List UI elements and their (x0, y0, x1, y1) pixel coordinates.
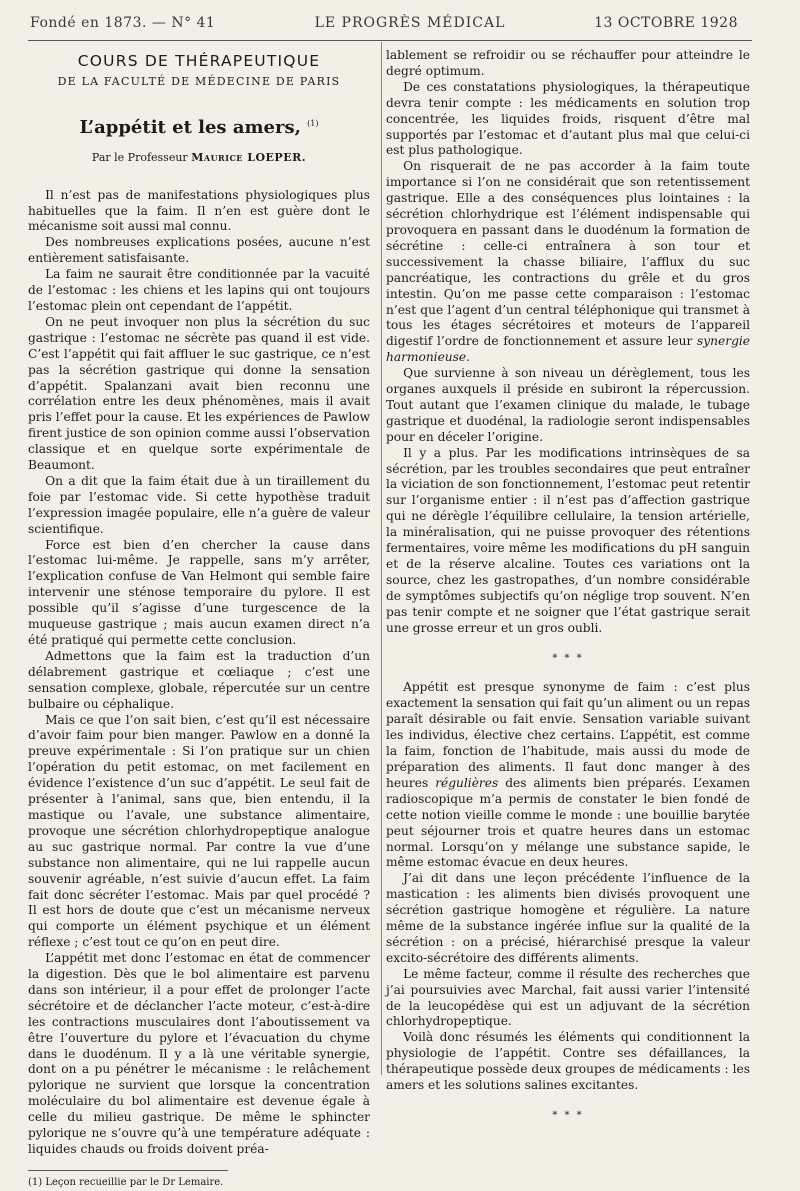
paragraph-text: Appétit est presque synonyme de faim : c’est plus exactement la sensation qui fait qu’un aliment ou un repas paraît désirable ou fait envie. Sensation variable suivant les individus, élective chez certains. L’appétit, est comme la faim, fonction de l’habitude, mais aussi du mode de préparation des aliments. Il faut donc manger à des heures (386, 680, 750, 790)
footnote: (1) Leçon recueillie par le Dr Lemaire. (28, 1176, 224, 1188)
end-separator: * * * (552, 1110, 584, 1121)
paragraph: J’ai dit dans une leçon précédente l’influence de la mastication : les aliments bien divisés provoquent une sécrétion gastrique homogène et régulière. La nature même de la substance ingérée influe sur la qualité de la sécrétion : on a précisé, hiérarchisé presque la valeur excito-sécrétoire des différents aliments. (386, 871, 750, 965)
paragraph-text: On risquerait de ne pas accorder à la faim toute importance si l’on ne considérait que son retentissement gastrique. Elle a des conséquences plus lointaines : la sécrétion chlorhydrique est l’élément indispensable qui provoquera en passant dans le duodénum la formation de sécrétine : celle-ci entraînera à son tour et successivement la chasse biliaire, l’afflux du suc pancréatique, les contractions du grêle et du gros intestin. Qu’on me passe cette comparaison : l’estomac n’est que l’agent d’un central téléphonique qui transmet à tous les étages sécrétoires et moteurs de l’appareil digestif l’ordre de fonctionnement et assure leur (386, 159, 750, 349)
left-column (28, 48, 370, 1191)
paragraph: Des nombreuses explications posées, aucune n’est entièrement satisfaisante. (28, 235, 370, 266)
paragraph: On ne peut invoquer non plus la sécrétion du suc gastrique : l’estomac ne sécrète pas quand il est vide. C’est l’appétit qui fait affluer le suc gastrique, ce n’est pas la sécrétion gastrique qui donne la sensation d’appétit. Spalanzani avait bien reconnu une corrélation entre les deux phénomènes, mais il avait pris l’effet pour la cause. Et les expériences de Pawlow firent justice de son opinion comme aussi l’observation classique et en quelque sorte expérimentale de Beaumont. (28, 314, 370, 473)
paragraph-text: des aliments bien préparés. L’examen radioscopique m’a permis de constater le bien fondé de cette notion vieille comme le monde : une bouillie barytée peut séjourner trois et quatre heures dans un estomac normal. Lorsqu’on y mélange une substance sapide, le même estomac évacue en deux heures. (386, 775, 751, 870)
paragraph (386, 680, 750, 871)
paragraph: On a dit que la faim était due à un tiraillement du foie par l’estomac vide. Si cette hypothèse traduit l’expression imagée populaire, elle n’a guère de valeur scientifique. (28, 473, 370, 536)
header-issue: Fondé en 1873. — N° 41 (30, 15, 216, 31)
paragraph (386, 159, 750, 366)
author-prefix: Par le Professeur (91, 150, 188, 164)
header-journal-title: LE PROGRÈS MÉDICAL (314, 15, 506, 31)
author-line (28, 150, 370, 166)
article-title (28, 116, 370, 136)
footnote-rule (28, 1170, 228, 1171)
faculty-subtitle: DE LA FACULTÉ DE MÉDECINE DE PARIS (57, 74, 341, 88)
header-rule (28, 40, 752, 41)
paragraph: Voilà donc résumés les éléments qui conditionnent la physiologie de l’appétit. Contre ses défaillances, la thérapeutique possède deux groupes de médicaments : les amers et les solutions salines excitantes. (386, 1030, 750, 1093)
paragraph: Force est bien d’en chercher la cause dans l’estomac lui-même. Je rappelle, sans m’y arrêter, l’explication confuse de Van Helmont qui semble faire intervenir une sténose temporaire du pylore. Il est possible qu’il s’agisse d’une turgescence de la muqueuse gastrique ; mais aucun examen direct n’a été pratiqué qui permette cette conclusion. (28, 537, 370, 647)
right-column (386, 48, 750, 1138)
column-divider (381, 42, 382, 1075)
italic-phrase: synergie harmonieuse. (386, 334, 750, 365)
paragraph: L’appétit met donc l’estomac en état de commencer la digestion. Dès que le bol alimentaire est parvenu dans son intérieur, il a pour effet de prolonger l’acte sécrétoire et de déclancher l’acte moteur, c’est-à-dire les contractions musculaires dont l’aboutissement va être l’ouverture du pylore et l’évacuation du chyme dans le duodénum. Il y a là une véritable synergie, dont on a pu pénétrer le mécanisme : le relâchement pylorique ne survient que lorsque la concentration moléculaire du bol alimentaire est devenue égale à celle du milieu gastrique. De même le sphincter pylorique ne s’ouvre qu’à une température adéquate : liquides chauds ou froids doivent préa- (28, 951, 370, 1156)
header-date: 13 OCTOBRE 1928 (594, 15, 738, 31)
paragraph: Que survienne à son niveau un dérèglement, tous les organes auxquels il préside en subiront la répercussion. Tout autant que l’examen clinique du malade, le tubage gastrique et duodénal, la radiologie seront indispensables pour en déceler l’origine. (386, 366, 750, 444)
paragraph: Le même facteur, comme il résulte des recherches que j’ai poursuivies avec Marchal, fait aussi varier l’intensité de la leucopédèse qui est un adjuvant de la sécrétion chlorhydropeptique. (386, 966, 750, 1029)
author-name: Maurice LOEPER. (191, 150, 307, 164)
footnote-marker: (1) (307, 118, 319, 128)
paragraph: lablement se refroidir ou se réchauffer pour atteindre le degré optimum. (386, 48, 750, 78)
section-separator: * * * (552, 652, 584, 664)
paragraph: Il y a plus. Par les modifications intrinsèques de sa sécrétion, par les troubles secondaires que peut entraîner la viciation de son fonctionnement, l’estomac peut retentir sur l’organisme entier : il n’est pas d’affection gastrique qui ne dérègle l’équilibre cellulaire, la tension artérielle, la minéralisation, qui ne puisse provoquer des rétentions fermentaires, voire même les modifications du pH sanguin et de la réserve alcaline. Toutes ces variations ont la source, chez les gastropathes, d’un nombre considérable de symptômes subjectifs qu’on néglige trop souvent. N’en pas tenir compte et ne soigner que l’état gastrique serait une grosse erreur et un gros oubli. (386, 445, 750, 635)
paragraph: Il n’est pas de manifestations physiologiques plus habituelles que la faim. Il n’en est guère dont le mécanisme soit aussi mal connu. (28, 187, 370, 234)
running-header (30, 12, 738, 36)
section-title: COURS DE THÉRAPEUTIQUE (77, 52, 321, 70)
paragraph: De ces constatations physiologiques, la thérapeutique devra tenir compte : les médicaments en solution trop concentrée, les liquides froids, risquent d’être mal supportés par l’estomac et d’autant plus mal que celui-ci est plus pathologique. (386, 79, 750, 158)
paragraph: Mais ce que l’on sait bien, c’est qu’il est nécessaire d’avoir faim pour bien manger. Pawlow en a donné la preuve expérimentale : Si l’on pratique sur un chien l’opération du petit estomac, on met facilement en évidence l’existence d’un suc d’appétit. Le seul fait de présenter à l’animal, sans que, bien entendu, il la mastique ou l’avale, une substance alimentaire, provoque une sécrétion chlorhydropeptique analogue au suc gastrique normal. Par contre la vue d’une substance non alimentaire, qui ne lui rappelle aucun souvenir agréable, n’est suivie d’aucun effet. La faim fait donc sécréter l’estomac. Mais par quel procédé ? Il est hors de doute que c’est un mécanisme nerveux qui comporte un élément psychique et un élément réflexe ; c’est tout ce qu’on en peut dire. (28, 712, 370, 950)
paragraph: La faim ne saurait être conditionnée par la vacuité de l’estomac : les chiens et les lapins qui ont toujours l’estomac plein ont cependant de l’appétit. (28, 267, 370, 313)
italic-word: régulières (435, 775, 499, 790)
article-title-text: L’appétit et les amers, (79, 116, 301, 138)
paragraph: Admettons que la faim est la traduction d’un délabrement gastrique et cœliaque ; c’est une sensation complexe, globale, répercutée sur un centre bulbaire ou céphalique. (28, 648, 370, 711)
